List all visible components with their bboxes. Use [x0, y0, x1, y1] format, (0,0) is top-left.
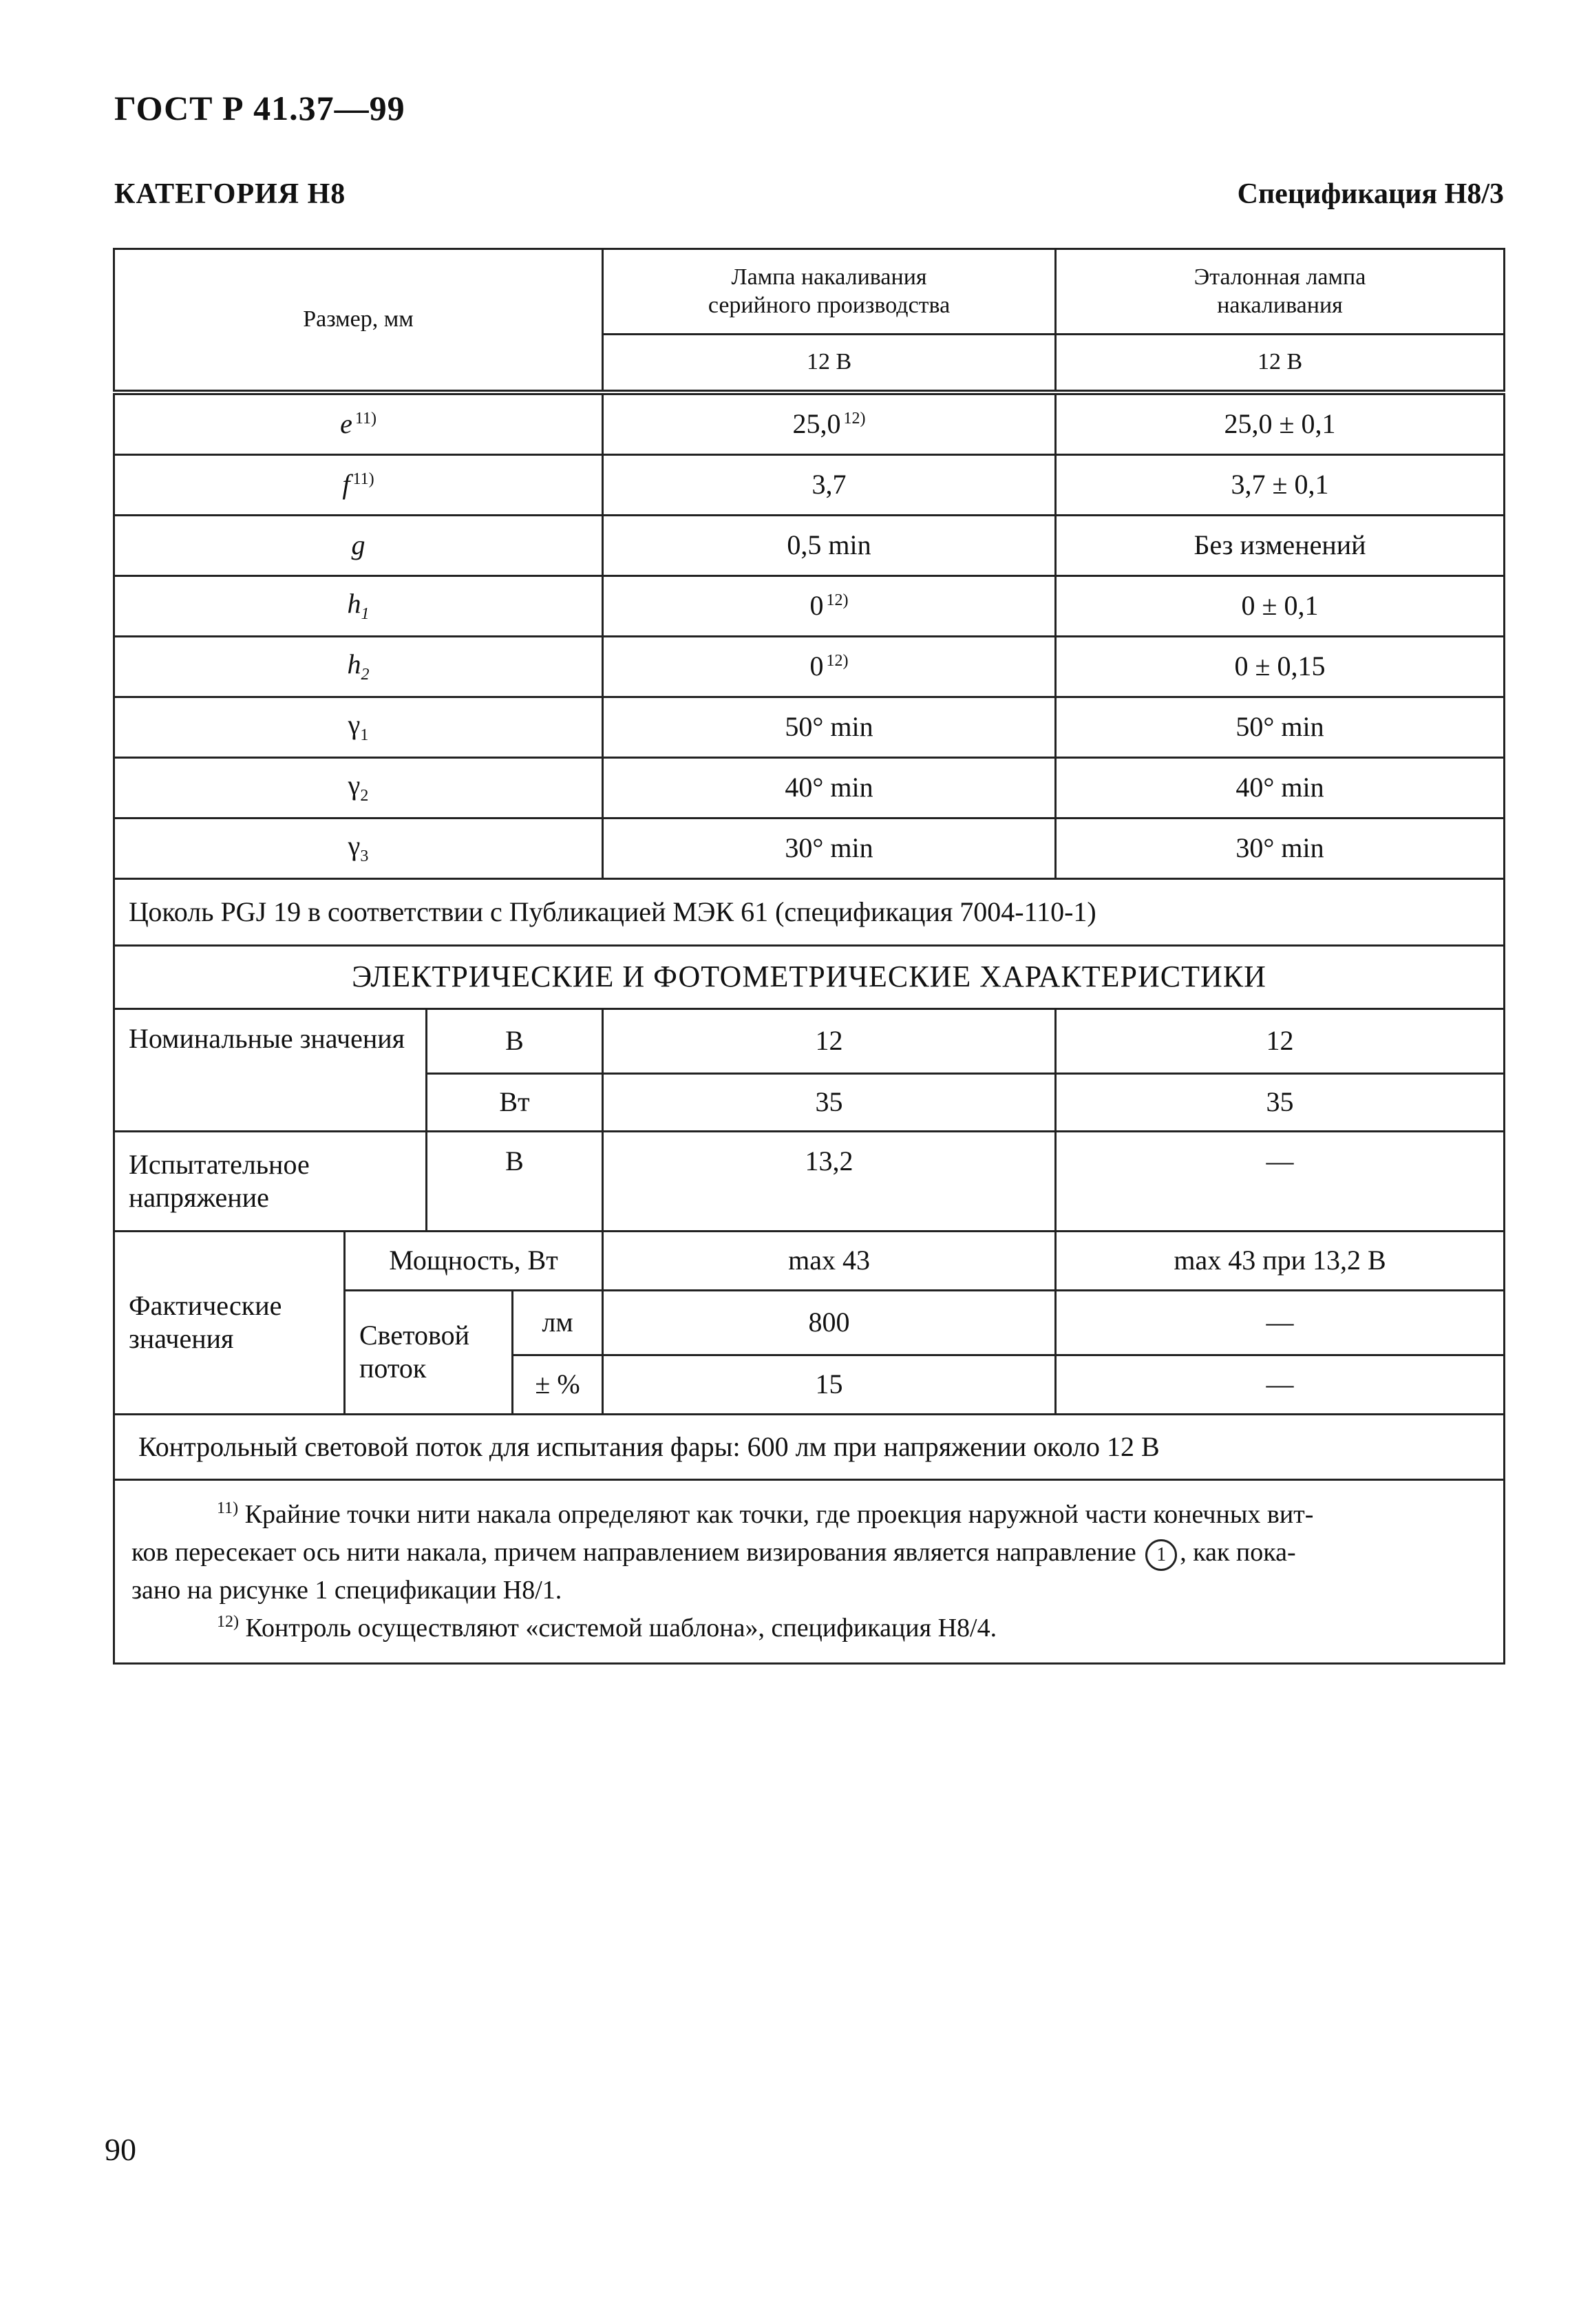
serial-value: 25,0 $^{12)}$ — [603, 392, 1056, 455]
reference-value: Без изменений — [1056, 515, 1505, 575]
table-row — [114, 515, 1505, 575]
category-heading: КАТЕГОРИЯ Н8 — [114, 178, 346, 210]
standard-number: ГОСТ Р 41.37—99 — [114, 89, 405, 127]
tolerance-reference: — — [1056, 1355, 1505, 1414]
serial-value: 30° min — [603, 818, 1056, 878]
tolerance-unit: ± % — [513, 1355, 603, 1414]
footnote-12: $^{12)}$ Контроль осуществляют «системой шаблона», спецификация Н8/4. — [217, 1613, 997, 1642]
lm-unit: лм — [513, 1290, 603, 1355]
reference-value: 40° min — [1056, 757, 1505, 818]
serial-value: 3,7 — [603, 454, 1056, 515]
dimension-cell: $h_1$ — [114, 575, 603, 636]
table-row — [114, 575, 1505, 636]
serial-value: 0 $^{12)}$ — [603, 575, 1056, 636]
test-voltage-unit: В — [427, 1131, 603, 1231]
lm-reference: — — [1056, 1290, 1505, 1355]
luminous-flux-label: Световой поток — [345, 1290, 513, 1414]
dimension-cell: $\gamma_2$ — [114, 757, 603, 818]
lm-serial: 800 — [603, 1290, 1056, 1355]
reference-voltage: 12 В — [1056, 335, 1505, 392]
page-number: 90 — [105, 2132, 136, 2167]
dimension-header: Размер, мм — [114, 249, 603, 392]
table-row — [114, 454, 1505, 515]
dimension-cell: $h_2$ — [114, 636, 603, 697]
power-serial: max 43 — [603, 1231, 1056, 1290]
test-voltage-serial: 13,2 — [603, 1131, 1056, 1231]
specification-table — [113, 248, 1505, 1665]
reference-lamp-header: Эталонная лампа накаливания — [1056, 249, 1505, 335]
dimension-cell: g — [114, 515, 603, 575]
serial-lamp-header: Лампа накаливания серийного производства — [603, 249, 1056, 335]
control-flux-note: Контрольный световой поток для испытания фары: 600 лм при напряжении около 12 В — [114, 1414, 1505, 1479]
footnote-11: $^{11)}$ Крайние точки нити накала определяют как точки, где проекция наружной части конечных вит- — [217, 1499, 1314, 1529]
nominal-w-reference: 35 — [1056, 1073, 1505, 1131]
serial-value: 0 $^{12)}$ — [603, 636, 1056, 697]
dimension-cell: e $^{11)}$ — [114, 392, 603, 455]
actual-values-label: Фактические значения — [114, 1231, 345, 1414]
nominal-label: Номинальные значения — [114, 1008, 427, 1131]
dimension-cell: f $^{11)}$ — [114, 454, 603, 515]
test-voltage-label: Испытательное напряжение — [114, 1131, 427, 1231]
reference-value: 3,7 ± 0,1 — [1056, 454, 1505, 515]
reference-value: 0 ± 0,1 — [1056, 575, 1505, 636]
serial-value: 50° min — [603, 697, 1056, 757]
nominal-v-serial: 12 — [603, 1008, 1056, 1073]
tolerance-serial: 15 — [603, 1355, 1056, 1414]
serial-value: 40° min — [603, 757, 1056, 818]
section-title: ЭЛЕКТРИЧЕСКИЕ И ФОТОМЕТРИЧЕСКИЕ ХАРАКТЕРИСТИКИ — [114, 945, 1505, 1008]
power-label: Мощность, Вт — [345, 1231, 603, 1290]
specification-heading: Спецификация Н8/3 — [1237, 178, 1504, 210]
direction-1-icon: 1 — [1145, 1539, 1177, 1571]
nominal-w-unit: Вт — [427, 1073, 603, 1131]
table-row — [114, 818, 1505, 878]
reference-value: 30° min — [1056, 818, 1505, 878]
table-row — [114, 757, 1505, 818]
dimension-cell: $\gamma_3$ — [114, 818, 603, 878]
footnotes: $^{11)}$ Крайние точки нити накала определяют как точки, где проекция наружной части конечных вит- ков пересекает ось нити накала, причем направлением визирования является направление 1 , как пока- зано на рисунке 1 спецификации Н8/1. $^{12)}$ Контроль осуществляют «системой шаблона», спецификация Н8/4. — [114, 1479, 1505, 1663]
nominal-v-reference: 12 — [1056, 1008, 1505, 1073]
table-row — [114, 392, 1505, 455]
dimension-cell: $\gamma_1$ — [114, 697, 603, 757]
reference-value: 25,0 ± 0,1 — [1056, 392, 1505, 455]
reference-value: 50° min — [1056, 697, 1505, 757]
table-row — [114, 697, 1505, 757]
nominal-v-unit: В — [427, 1008, 603, 1073]
cap-note: Цоколь PGJ 19 в соответствии с Публикацией МЭК 61 (спецификация 7004-110-1) — [114, 878, 1505, 945]
test-voltage-reference: — — [1056, 1131, 1505, 1231]
serial-value: 0,5 min — [603, 515, 1056, 575]
reference-value: 0 ± 0,15 — [1056, 636, 1505, 697]
serial-voltage: 12 В — [603, 335, 1056, 392]
power-reference: max 43 при 13,2 В — [1056, 1231, 1505, 1290]
nominal-w-serial: 35 — [603, 1073, 1056, 1131]
table-row — [114, 636, 1505, 697]
